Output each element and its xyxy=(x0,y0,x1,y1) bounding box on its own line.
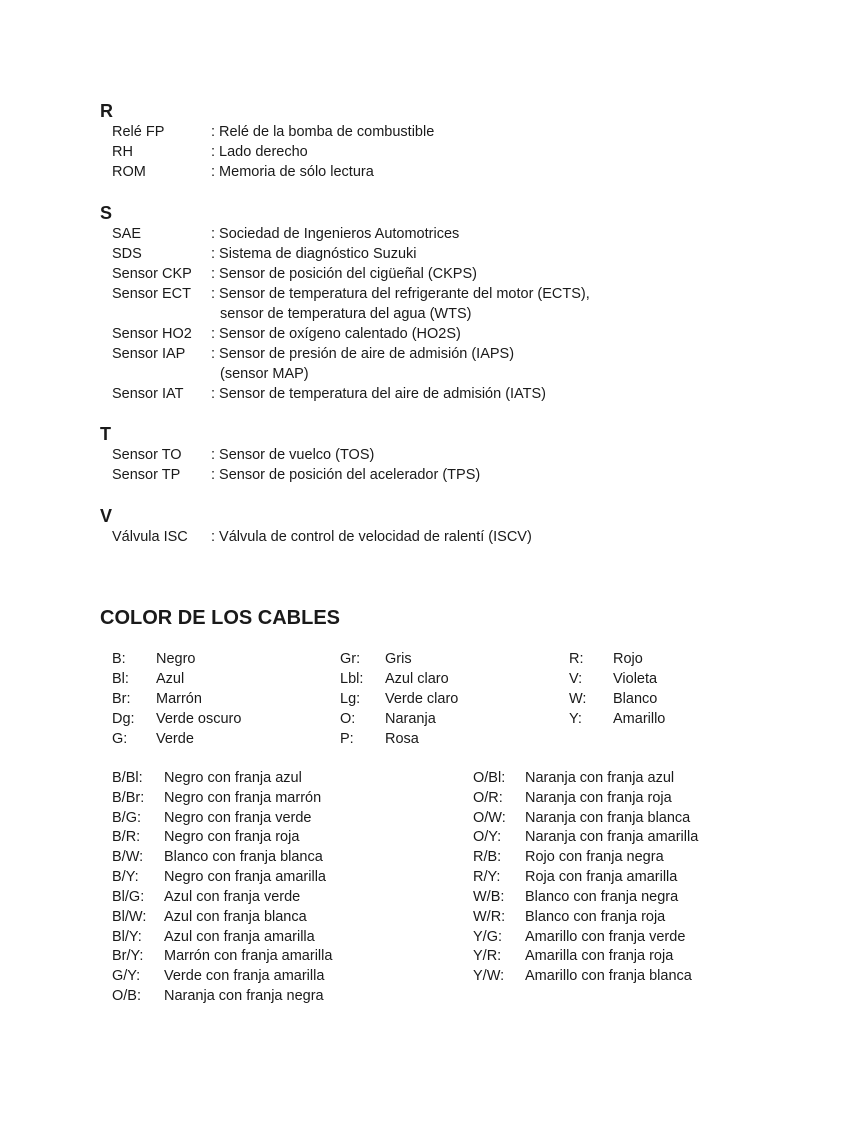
color-entry: Br: Marrón xyxy=(112,691,202,707)
color-entry: R: Rojo xyxy=(569,651,643,667)
abbr-term: Válvula ISC xyxy=(112,529,188,545)
abbr-term: Relé FP xyxy=(112,124,165,140)
color-entry: Dg: Verde oscuro xyxy=(112,711,242,727)
abbr-definition: : Lado derecho xyxy=(211,144,308,160)
color-entry: Y/G: Amarillo con franja verde xyxy=(473,929,686,945)
abbr-definition: : Sistema de diagnóstico Suzuki xyxy=(211,246,417,262)
color-entry: P: Rosa xyxy=(340,731,419,747)
color-entry: Bl: Azul xyxy=(112,671,185,687)
striped-colors-column-2 xyxy=(473,768,823,988)
section-letter-v: V xyxy=(100,506,113,526)
color-entry: R/Y: Roja con franja amarilla xyxy=(473,869,678,885)
abbr-definition: : Sensor de posición del cigüeñal (CKPS) xyxy=(211,266,477,282)
wire-colors-title: COLOR DE LOS CABLES xyxy=(100,607,341,629)
color-entry: Bl/G: Azul con franja verde xyxy=(112,889,301,905)
abbr-definition: : Sensor de presión de aire de admisión (IAPS) (sensor MAP) xyxy=(211,346,515,382)
abbr-definition: : Válvula de control de velocidad de ralentí (ISCV) xyxy=(211,529,532,545)
abbr-term: Sensor IAT xyxy=(112,386,184,402)
abbr-term: ROM xyxy=(112,164,146,180)
section-letter-r: R xyxy=(100,101,113,121)
color-entry: Lbl: Azul claro xyxy=(340,671,449,687)
abbr-term: Sensor TO xyxy=(112,447,182,463)
color-entry: O/Bl: Naranja con franja azul xyxy=(473,770,675,786)
abbr-term: Sensor HO2 xyxy=(112,326,192,342)
color-entry: W: Blanco xyxy=(569,691,658,707)
color-entry: W/B: Blanco con franja negra xyxy=(473,889,679,905)
color-entry: W/R: Blanco con franja roja xyxy=(473,909,666,925)
abbr-term: Sensor ECT xyxy=(112,286,191,302)
color-entry: O/Y: Naranja con franja amarilla xyxy=(473,829,699,845)
abbr-definition: : Sociedad de Ingenieros Automotrices xyxy=(211,226,460,242)
abbr-term: SAE xyxy=(112,226,142,242)
abbr-definition: : Sensor de temperatura del refrigerante del motor (ECTS), sensor de temperatura del agua (WTS) xyxy=(211,286,590,322)
color-entry: Br/Y: Marrón con franja amarilla xyxy=(112,948,333,964)
color-entry: B/Bl: Negro con franja azul xyxy=(112,770,302,786)
section-letter-s: S xyxy=(100,203,113,223)
abbr-definition: : Sensor de temperatura del aire de admisión (IATS) xyxy=(211,386,547,402)
basic-colors-column-2 xyxy=(340,649,560,749)
color-entry: B: Negro xyxy=(112,651,196,667)
color-entry: Gr: Gris xyxy=(340,651,412,667)
color-entry: Bl/W: Azul con franja blanca xyxy=(112,909,307,925)
color-entry: O: Naranja xyxy=(340,711,436,727)
striped-colors-column-1 xyxy=(112,768,462,1008)
section-letter-t: T xyxy=(100,424,111,444)
abbr-definition: : Sensor de posición del acelerador (TPS) xyxy=(211,467,481,483)
color-entry: G/Y: Verde con franja amarilla xyxy=(112,968,325,984)
color-entry: V: Violeta xyxy=(569,671,658,687)
abbr-definition: : Memoria de sólo lectura xyxy=(211,164,374,180)
color-entry: Bl/Y: Azul con franja amarilla xyxy=(112,929,315,945)
color-entry: O/W: Naranja con franja blanca xyxy=(473,810,691,826)
color-entry: B/G: Negro con franja verde xyxy=(112,810,312,826)
abbr-term: Sensor CKP xyxy=(112,266,192,282)
color-entry: B/Br: Negro con franja marrón xyxy=(112,790,322,806)
color-entry: B/R: Negro con franja roja xyxy=(112,829,300,845)
abbr-term: RH xyxy=(112,144,133,160)
basic-colors-column-3 xyxy=(569,649,769,729)
basic-colors-column-1 xyxy=(112,649,332,749)
abbr-definition: : Sensor de vuelco (TOS) xyxy=(211,447,375,463)
color-entry: O/B: Naranja con franja negra xyxy=(112,988,324,1004)
color-entry: B/Y: Negro con franja amarilla xyxy=(112,869,326,885)
color-entry: Y: Amarillo xyxy=(569,711,666,727)
abbr-term: Sensor TP xyxy=(112,467,181,483)
color-entry: R/B: Rojo con franja negra xyxy=(473,849,664,865)
color-entry: G: Verde xyxy=(112,731,194,747)
abbr-term: SDS xyxy=(112,246,142,262)
color-entry: B/W: Blanco con franja blanca xyxy=(112,849,323,865)
abbr-definition: : Sensor de oxígeno calentado (HO2S) xyxy=(211,326,461,342)
color-entry: Lg: Verde claro xyxy=(340,691,459,707)
color-entry: O/R: Naranja con franja roja xyxy=(473,790,672,806)
color-entry: Y/R: Amarilla con franja roja xyxy=(473,948,674,964)
abbr-term: Sensor IAP xyxy=(112,346,186,362)
color-entry: Y/W: Amarillo con franja blanca xyxy=(473,968,692,984)
abbr-definition: : Relé de la bomba de combustible xyxy=(211,124,435,140)
